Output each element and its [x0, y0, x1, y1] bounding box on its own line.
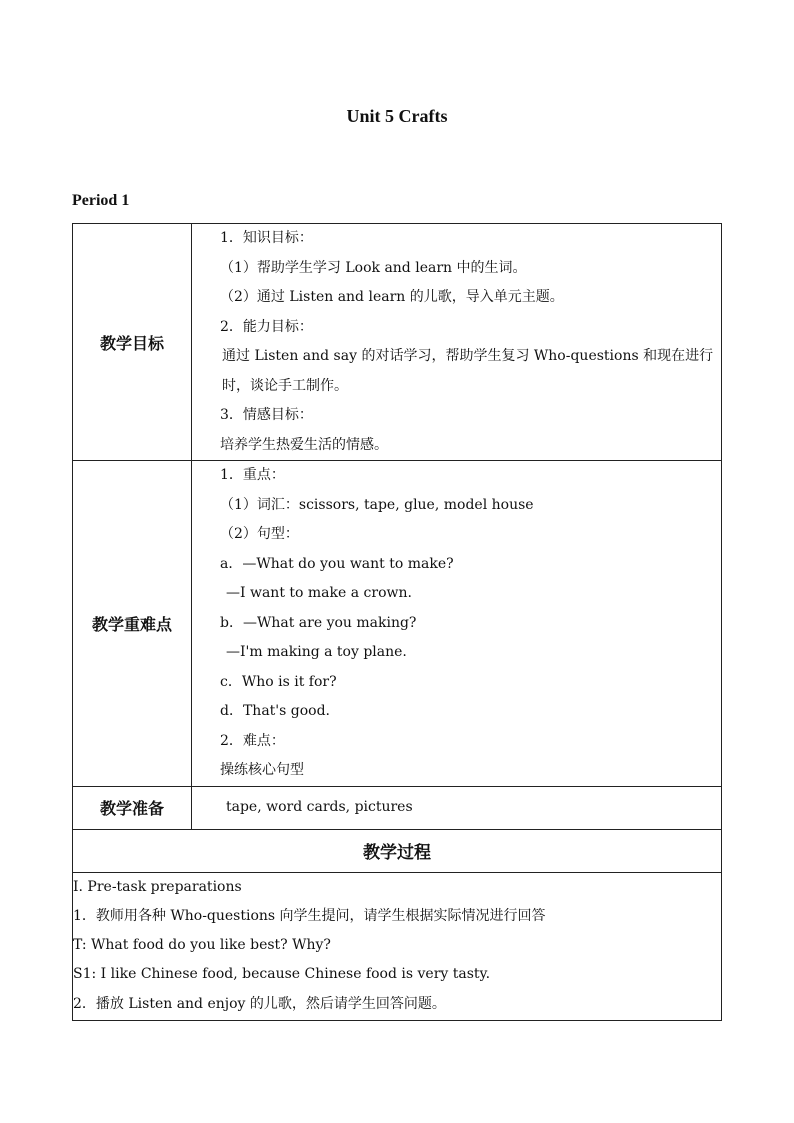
goals-line: （1）帮助学生学习 Look and learn 中的生词。 [220, 259, 527, 276]
goals-line: 培养学生热爱生活的情感。 [220, 436, 388, 453]
prep-content [192, 786, 722, 829]
prep-text: tape, word cards, pictures [226, 798, 413, 815]
process-line: 2．播放 Listen and enjoy 的儿歌，然后请学生回答问题。 [73, 995, 446, 1012]
keypoints-line: c．Who is it for? [220, 673, 337, 690]
goals-content [192, 224, 722, 461]
goals-line: （2）通过 Listen and learn 的儿歌，导入单元主题。 [220, 289, 564, 305]
process-heading: 教学过程 [73, 829, 722, 872]
keypoints-line: d．That's good. [220, 703, 331, 719]
document-title: Unit 5 Crafts [346, 106, 448, 126]
keypoints-line: 操练核心句型 [220, 762, 304, 778]
process-line: 1．教师用各种 Who-questions 向学生提问，请学生根据实际情况进行回答 [73, 907, 546, 924]
prep-row [73, 786, 722, 829]
keypoints-line: 1．重点： [220, 467, 285, 483]
goals-line: 2．能力目标： [220, 318, 313, 335]
keypoints-content [192, 461, 722, 787]
keypoints-line: 2．难点： [220, 732, 285, 749]
lesson-plan-table [72, 223, 722, 1021]
prep-label: 教学准备 [73, 786, 192, 829]
keypoints-label: 教学重难点 [73, 461, 192, 787]
goals-row [73, 224, 722, 461]
keypoints-row [73, 461, 722, 787]
keypoints-line: b．—What are you making? [220, 614, 417, 631]
process-line: S1: I like Chinese food, because Chinese food is very tasty. [73, 966, 491, 983]
keypoints-line: —I want to make a crown. [226, 585, 412, 601]
period-heading: Period 1 [72, 192, 130, 209]
process-content [73, 872, 722, 1020]
keypoints-line: —I'm making a toy plane. [226, 644, 407, 660]
keypoints-line: （2）句型： [220, 526, 299, 542]
goals-line: 3．情感目标： [220, 407, 313, 423]
goals-line: 通过 Listen and say 的对话学习，帮助学生复习 Who-questions 和现在进行时，谈论手工制作。 [222, 348, 714, 394]
process-row [73, 872, 722, 1020]
process-line: T: What food do you like best? Why? [73, 937, 331, 954]
keypoints-line: （1）词汇：scissors, tape, glue, model house [220, 496, 534, 513]
keypoints-line: a．—What do you want to make? [220, 555, 454, 572]
process-heading-row [73, 829, 722, 872]
goals-line: 1．知识目标： [220, 230, 313, 246]
process-line: I. Pre-task preparations [73, 878, 242, 895]
goals-label: 教学目标 [73, 224, 192, 461]
